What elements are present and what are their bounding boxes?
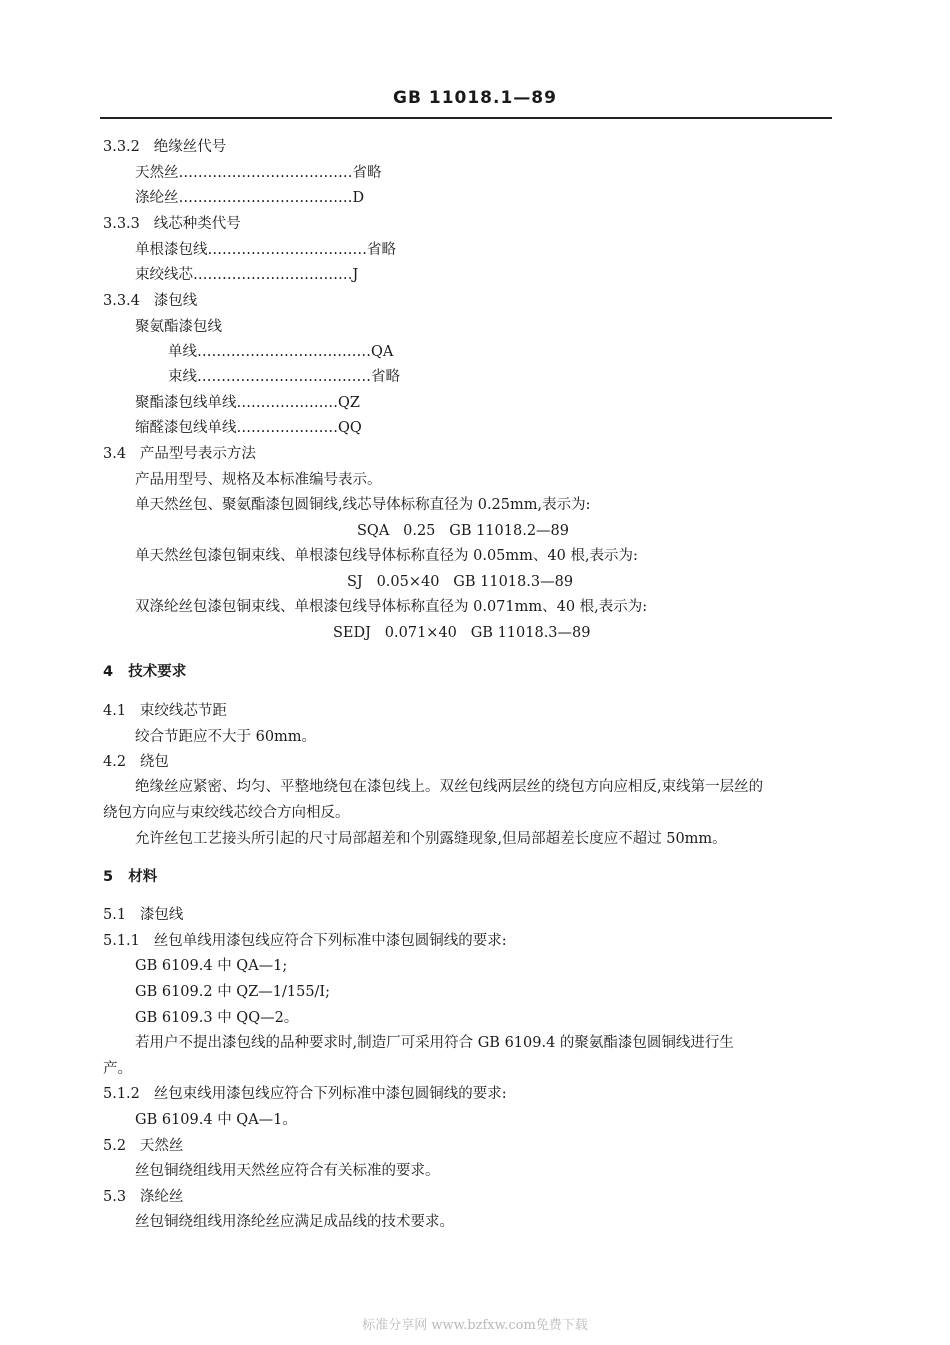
paragraph: 产品用型号、规格及本标准编号表示。 [135, 472, 382, 488]
example-code: SQA 0.25 GB 11018.2—89 [357, 523, 569, 539]
example-description: 单天然丝包漆包铜束线、单根漆包线导体标称直径为 0.05mm、40 根,表示为: [135, 548, 638, 564]
code-row [135, 163, 382, 183]
section-4-heading [103, 662, 186, 682]
paragraph: 允许丝包工艺接头所引起的尺寸局部超差和个别露缝现象,但局部超差长度应不超过 50mm。 [135, 831, 727, 847]
section-number: 5.1 [103, 907, 127, 923]
section-title: 漆包线 [153, 293, 198, 309]
leader-dots: ……………………………… [178, 165, 353, 181]
section-number: 3.3.3 [103, 216, 140, 232]
example-description: 单天然丝包、聚氨酯漆包圆铜线,线芯导体标称直径为 0.25mm,表示为: [135, 497, 591, 513]
watermark: 标准分享网 www.bzfxw.com免费下载 [362, 1318, 588, 1333]
section-3-4-heading [103, 444, 256, 464]
section-title: 材料 [128, 869, 158, 885]
example-description: 双涤纶丝包漆包铜束线、单根漆包线导体标称直径为 0.071mm、40 根,表示为: [135, 599, 648, 615]
paragraph: 绞合节距应不大于 60mm。 [135, 729, 317, 745]
code-label: 单线 [168, 344, 197, 360]
list-item: GB 6109.4 中 QA—1。 [135, 1112, 297, 1128]
list-item: GB 6109.2 中 QZ—1/155/I; [135, 984, 331, 1000]
section-title: 漆包线 [139, 907, 184, 923]
paragraph: 若用户不提出漆包线的品种要求时,制造厂可采用符合 GB 6109.4 的聚氨酯漆包圆铜线进行生 [135, 1035, 734, 1051]
section-3-3-3-heading [103, 214, 241, 234]
section-text: 丝包束线用漆包线应符合下列标准中漆包圆铜线的要求: [153, 1086, 507, 1102]
header-rule [100, 117, 832, 119]
code-label: 缩醛漆包线单线 [135, 420, 237, 436]
section-title: 涤纶丝 [139, 1189, 184, 1205]
code-row [168, 342, 393, 362]
code-value: 省略 [371, 369, 400, 385]
leader-dots: …………………………… [207, 242, 367, 258]
section-5-3-heading [103, 1187, 183, 1207]
code-row [135, 188, 364, 208]
example-code: SJ 0.05×40 GB 11018.3—89 [347, 574, 574, 590]
section-number: 4.2 [103, 754, 127, 770]
code-value: QQ [338, 420, 362, 436]
list-item: GB 6109.4 中 QA—1; [135, 958, 288, 974]
section-3-3-4-heading [103, 291, 197, 311]
code-row [135, 265, 358, 285]
paragraph-continuation: 绕包方向应与束绞线芯绞合方向相反。 [103, 805, 350, 821]
section-5-1-heading [103, 905, 183, 925]
paragraph: 绝缘丝应紧密、均匀、平整地绕包在漆包线上。双丝包线两层丝的绕包方向应相反,束线第一层丝的 [135, 779, 764, 795]
section-title: 线芯种类代号 [153, 216, 241, 232]
section-title: 天然丝 [139, 1138, 184, 1154]
section-number: 3.3.2 [103, 139, 140, 155]
code-value: D [352, 190, 365, 206]
section-title: 技术要求 [128, 664, 187, 680]
leader-dots: ……………………………… [178, 190, 353, 206]
section-number: 5.1.2 [103, 1086, 140, 1102]
leader-dots: ………………… [236, 395, 338, 411]
leader-dots: …………………………… [193, 267, 353, 283]
code-label: 单根漆包线 [135, 242, 208, 258]
section-title: 绝缘丝代号 [153, 139, 227, 155]
section-4-1-heading [103, 701, 227, 721]
code-value: J [352, 267, 359, 283]
page-header: GB 11018.1—89 [393, 88, 557, 108]
section-4-2-heading [103, 752, 169, 772]
code-label: 天然丝 [135, 165, 179, 181]
paragraph: 丝包铜绕组线用涤纶丝应满足成品线的技术要求。 [135, 1214, 454, 1230]
section-title: 绕包 [139, 754, 169, 770]
code-label: 涤纶丝 [135, 190, 179, 206]
section-title: 产品型号表示方法 [139, 446, 256, 462]
section-number: 5.3 [103, 1189, 127, 1205]
code-row [135, 240, 396, 260]
section-number: 4 [103, 664, 114, 680]
paragraph: 丝包铜绕组线用天然丝应符合有关标准的要求。 [135, 1163, 440, 1179]
code-row [168, 367, 400, 387]
leader-dots: ………………… [236, 420, 338, 436]
section-3-3-2-heading [103, 137, 226, 157]
section-number: 5.2 [103, 1138, 127, 1154]
list-item: GB 6109.3 中 QQ—2。 [135, 1010, 299, 1026]
section-5-1-2 [103, 1084, 507, 1104]
section-number: 4.1 [103, 703, 127, 719]
code-row [135, 418, 362, 438]
example-code: SEDJ 0.071×40 GB 11018.3—89 [333, 625, 591, 641]
code-value: 省略 [367, 242, 396, 258]
code-label: 束绞线芯 [135, 267, 193, 283]
section-text: 丝包单线用漆包线应符合下列标准中漆包圆铜线的要求: [153, 933, 507, 949]
code-value: QZ [338, 395, 360, 411]
code-label: 束线 [168, 369, 197, 385]
code-value: QA [371, 344, 394, 360]
section-number: 3.4 [103, 446, 127, 462]
section-title: 束绞线芯节距 [139, 703, 227, 719]
leader-dots: ……………………………… [197, 369, 371, 385]
code-value: 省略 [352, 165, 382, 181]
section-5-1-1 [103, 931, 507, 951]
code-row [135, 393, 360, 413]
code-label: 聚酯漆包线单线 [135, 395, 237, 411]
section-5-heading [103, 867, 157, 887]
paragraph-continuation: 产。 [103, 1061, 132, 1077]
section-number: 5 [103, 869, 114, 885]
section-number: 3.3.4 [103, 293, 140, 309]
section-number: 5.1.1 [103, 933, 140, 949]
section-5-2-heading [103, 1136, 183, 1156]
subsection-title: 聚氨酯漆包线 [135, 319, 222, 335]
leader-dots: ……………………………… [197, 344, 371, 360]
